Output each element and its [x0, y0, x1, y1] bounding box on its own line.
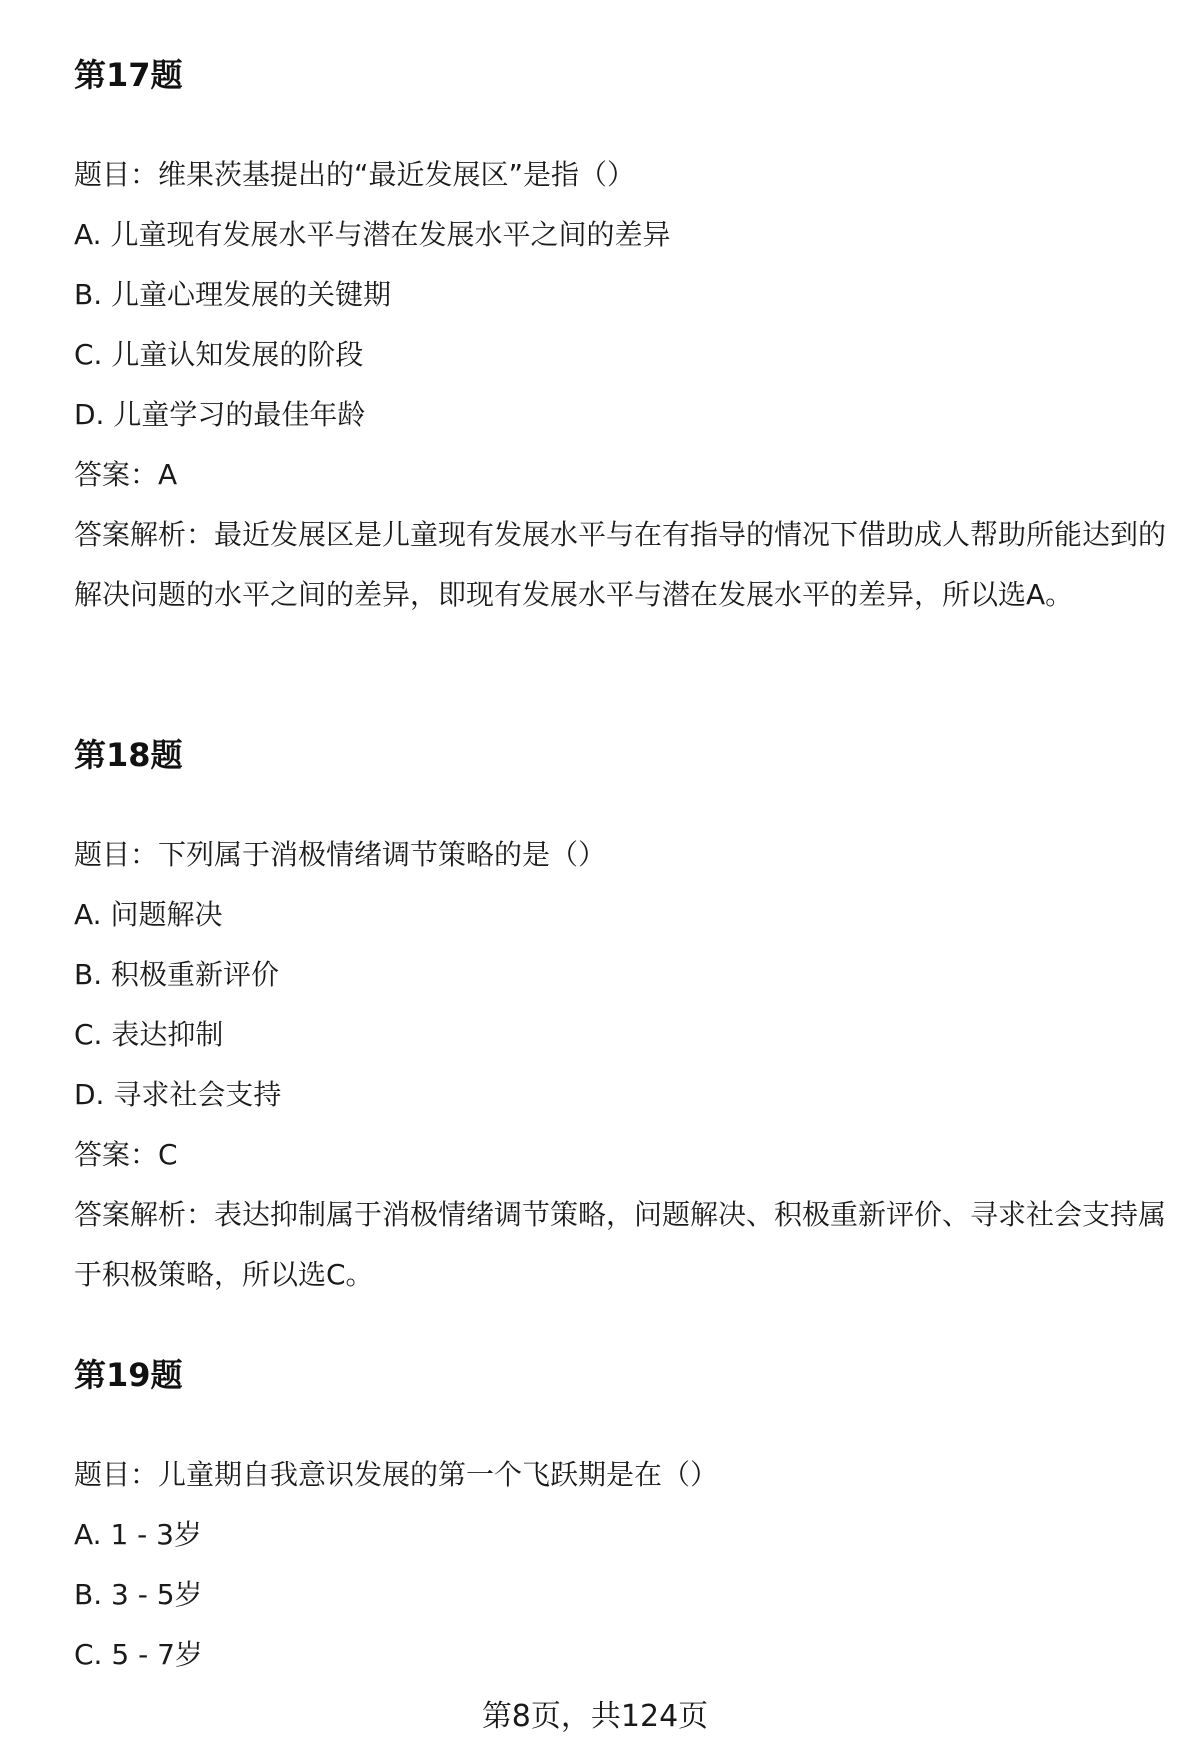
question-19-stem: 题目：儿童期自我意识发展的第一个飞跃期是在（）	[74, 1458, 719, 1491]
question-18-option-b: B. 积极重新评价	[74, 958, 280, 991]
question-17-option-c: C. 儿童认知发展的阶段	[74, 338, 364, 371]
question-18-explanation: 答案解析：表达抑制属于消极情绪调节策略，问题解决、积极重新评价、寻求社会支持属于积极策略，所以选C。	[74, 1198, 1167, 1291]
question-17-option-b: B. 儿童心理发展的关键期	[74, 278, 392, 311]
question-18-option-d: D. 寻求社会支持	[74, 1078, 282, 1111]
question-19-heading: 第19题	[74, 1356, 183, 1394]
question-17-explanation: 答案解析：最近发展区是儿童现有发展水平与在有指导的情况下借助成人帮助所能达到的解决问题的水平之间的差异，即现有发展水平与潜在发展水平的差异，所以选A。	[74, 518, 1167, 611]
question-17-stem: 题目：维果茨基提出的“最近发展区”是指（）	[74, 158, 636, 191]
question-17-option-d: D. 儿童学习的最佳年龄	[74, 398, 366, 431]
question-17-option-a: A. 儿童现有发展水平与潜在发展水平之间的差异	[74, 218, 671, 251]
question-19-option-a: A. 1 - 3岁	[74, 1518, 202, 1551]
question-19-option-c: C. 5 - 7岁	[74, 1638, 203, 1671]
question-18-option-a: A. 问题解决	[74, 898, 223, 931]
question-19-option-b: B. 3 - 5岁	[74, 1578, 203, 1611]
question-18-stem: 题目：下列属于消极情绪调节策略的是（）	[74, 838, 607, 871]
question-18-heading: 第18题	[74, 736, 183, 774]
page-number-footer: 第8页，共124页	[481, 1699, 709, 1734]
question-18-answer: 答案：C	[74, 1138, 178, 1171]
question-17-answer: 答案：A	[74, 458, 178, 491]
question-17-heading: 第17题	[74, 56, 183, 94]
question-18-option-c: C. 表达抑制	[74, 1018, 224, 1051]
